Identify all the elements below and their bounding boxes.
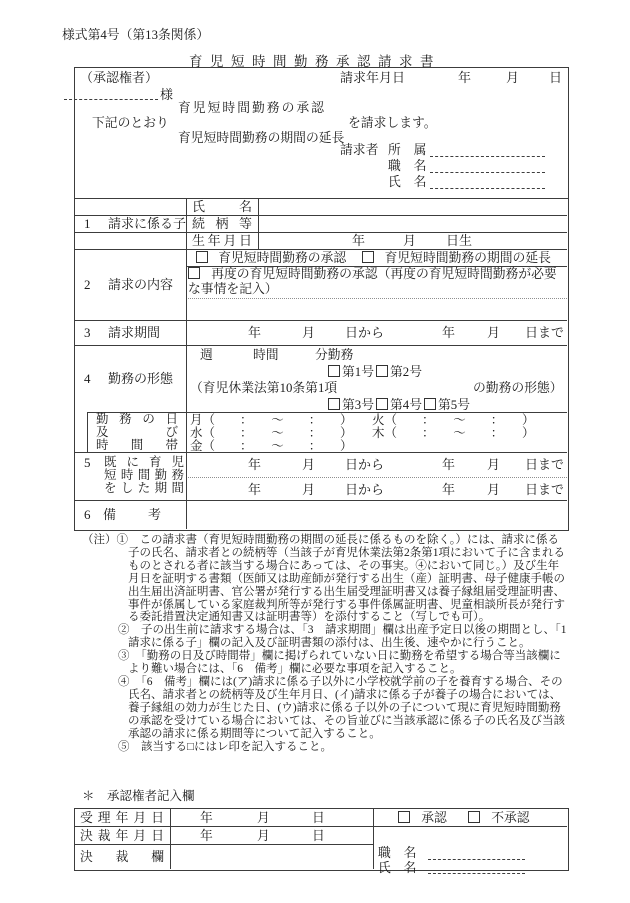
approver-entry-heading: ＊ 承認権者記入欄 — [82, 789, 195, 803]
note-item-1: （注）① この請求書（育児短時間勤務の期間の延長に係るものを除く。）には、請求に係る子の氏名、請求者との続柄等（当該子が育児休業法第2条第1項において子に含まれるものとされる者に該当する場合にあっては、その事実。④において同じ。）及び生年月日を証明する書類（医師又は助産師が発行する出生（産）証明書、母子健康手帳の出生届出済証明書、官公署が発行する出生届受理証明書又は養子縁組届受理証明書、事件が係属している家庭裁判所等が発行する事件係属証明書、児童相談所長が発行する委託措置決定通知書又は証明書等）を添付すること（写しでも可）。 — [82, 534, 565, 624]
prior-from-year-1: 年 — [248, 457, 262, 472]
option3-text: 再度の育児短時間勤務の承認（再度の育児短時間勤務が必要な事情を記入） — [188, 267, 557, 296]
received-date-label: 受 理 年 月 日 — [80, 811, 164, 825]
statement-suffix: を請求します。 — [348, 116, 437, 130]
prior-to-month-2: 月 — [487, 482, 501, 497]
slot-wednesday[interactable]: 水（ ： ～ ： ） — [190, 426, 353, 440]
position-fill-line[interactable] — [430, 172, 545, 173]
prior-to-day-2: 日まで — [525, 482, 565, 497]
schedule-box-left — [87, 412, 88, 452]
prior-from-year-2: 年 — [248, 482, 262, 497]
decision-position-label: 職 名 — [378, 846, 417, 860]
approval-choice-group — [398, 811, 530, 826]
checkbox-no3[interactable] — [328, 398, 340, 410]
child-relation-input-area[interactable] — [260, 216, 565, 231]
law-reference-open: （育児休業法第10条第1項 — [190, 381, 338, 395]
divider-line — [74, 844, 373, 845]
checkbox-extension[interactable] — [362, 251, 374, 263]
checkbox-no5[interactable] — [424, 398, 436, 410]
row6-label: 備 考 — [103, 507, 161, 522]
affiliation-label: 所 属 — [388, 143, 427, 157]
prior-from-month-2: 月 — [302, 482, 316, 497]
ruled-date-label: 決 裁 年 月 日 — [80, 829, 164, 843]
divider-line — [74, 249, 567, 250]
week-label: 週 — [200, 348, 213, 362]
child-name-input-area[interactable] — [260, 199, 565, 214]
option-extension-text: 育児短時間勤務の期間の延長 — [178, 131, 345, 145]
option3-block — [188, 267, 564, 297]
work-type-group-2 — [328, 398, 470, 413]
decision-column-label: 決 裁 欄 — [80, 850, 164, 864]
request-details-input-area[interactable] — [188, 300, 564, 319]
birth-year-label: 年 — [352, 233, 366, 248]
row1-label: 請求に係る子 — [108, 216, 187, 231]
slot-thursday[interactable]: 木（ ： ～ ： ） — [372, 426, 535, 440]
dotted-divider — [186, 477, 567, 478]
decision-input-area[interactable] — [172, 846, 371, 867]
schedule-label-line1: 勤 務 の 日 — [96, 412, 178, 426]
note-item-5: ⑤ 該当する□にはレ印を記入すること。 — [118, 740, 332, 753]
prior-to-month-1: 月 — [487, 457, 501, 472]
period-to-year: 年 — [442, 325, 456, 340]
row4-number: 4 — [84, 371, 91, 386]
position-label: 職 名 — [388, 159, 427, 173]
row2-label: 請求の内容 — [108, 277, 174, 292]
requester-label: 請求者 — [340, 143, 379, 157]
row5-label-line1: 既 に 育 児 — [104, 455, 184, 469]
divider-line — [74, 232, 567, 233]
no5-label: 第5号 — [438, 398, 470, 412]
decision-name-label: 氏 名 — [378, 861, 417, 875]
affiliation-fill-line[interactable] — [430, 156, 545, 157]
ruled-day: 日 — [312, 829, 325, 843]
period-from-day: 日から — [345, 325, 385, 340]
period-from-month: 月 — [302, 325, 316, 340]
row5-label-line2: 短時間勤務 — [104, 468, 184, 482]
note-item-2: ② 子の出生前に請求する場合は、「3 請求期間」欄は出産予定日以後の期間とし、「1 請求に係る子」欄の記入及び証明書類の添付は、出生後、速やかに行うこと。 — [118, 624, 578, 650]
divider-line — [74, 345, 567, 346]
row5-label-line3: をした期間 — [104, 481, 184, 495]
row2-number: 2 — [84, 277, 91, 292]
row6-number: 6 — [84, 507, 91, 522]
prior-from-day-1: 日から — [345, 457, 385, 472]
approver-label: （承認権者） — [80, 70, 159, 85]
statement-prefix: 下記のとおり — [92, 116, 169, 130]
request-date-label: 請求年月日 — [340, 70, 406, 85]
law-reference-close: の勤務の形態） — [473, 381, 563, 395]
request-date-month: 月 — [506, 70, 520, 85]
row3-label: 請求期間 — [108, 325, 161, 340]
row1-number: 1 — [84, 216, 91, 231]
divider-line — [74, 320, 567, 321]
name-label: 氏 名 — [388, 175, 427, 189]
minutes-label: 分勤務 — [315, 348, 354, 362]
prior-from-month-1: 月 — [302, 457, 316, 472]
dotted-divider — [186, 298, 567, 299]
option-approval-text: 育児短時間勤務の承認 — [178, 101, 326, 115]
received-year: 年 — [200, 811, 213, 825]
birth-day-label: 日生 — [446, 233, 473, 248]
checkbox-approve[interactable] — [398, 811, 410, 823]
decision-position-fill-line[interactable] — [428, 859, 525, 860]
name-fill-line[interactable] — [430, 188, 545, 189]
child-birth-label: 生年月日 — [192, 233, 252, 248]
option2-text: 育児短時間勤務の期間の延長 — [384, 251, 551, 265]
checkbox-re-approval[interactable] — [188, 267, 200, 279]
birth-month-label: 月 — [403, 233, 417, 248]
approve-label: 承認 — [421, 811, 447, 825]
note-item-3: ③ 「勤務の日及び時間帯」欄に掲げられていない日に勤務を希望する場合等当該欄により難い場合には、「6 備考」欄に必要な事項を記入すること。 — [118, 650, 561, 676]
prior-to-year-1: 年 — [442, 457, 456, 472]
checkbox-no4[interactable] — [376, 398, 388, 410]
ruled-year: 年 — [200, 829, 213, 843]
no3-label: 第3号 — [342, 398, 374, 412]
slot-tuesday[interactable]: 火（ ： ～ ： ） — [372, 413, 535, 427]
period-to-month: 月 — [487, 325, 501, 340]
checkbox-no1[interactable] — [328, 365, 340, 377]
work-type-group-1 — [328, 365, 422, 380]
row5-number: 5 — [84, 455, 91, 470]
label-column-divider — [186, 198, 187, 529]
child-relation-label: 続 柄 等 — [192, 216, 252, 231]
prior-to-day-1: 日まで — [525, 457, 565, 472]
row3-number: 3 — [84, 325, 91, 340]
received-month: 月 — [257, 811, 270, 825]
row4-label: 勤務の形態 — [108, 371, 174, 386]
divider-line — [74, 500, 567, 501]
sub-label-divider — [258, 198, 259, 249]
option1-text: 育児短時間勤務の承認 — [218, 251, 347, 265]
prior-from-day-2: 日から — [345, 482, 385, 497]
checkbox-disapprove[interactable] — [468, 811, 480, 823]
note-item-4: ④ 「6 備考」欄には(ア)請求に係る子以外に小学校就学前の子を養育する場合、その氏名、請求者との続柄等及び生年月日、(イ)請求に係る子が養子の場合においては、養子縁組の効力が生じた日、(ウ)請求に係る子以外の子について現に育児短時間勤務の承認を受けている場合においては、その旨並びに当該承認に係る子の氏名及び当該承認の請求に係る期間等について記入すること。 — [118, 675, 565, 740]
form-number: 様式第4号（第13条関係） — [62, 28, 210, 42]
notes-block — [82, 534, 578, 753]
page-title: 育児短時間勤務承認請求書 — [189, 54, 441, 69]
slot-friday[interactable]: 金（ ： ～ ： ） — [190, 439, 353, 453]
slot-monday[interactable]: 月（ ： ～ ： ） — [190, 413, 353, 427]
divider-line — [74, 826, 567, 827]
hours-label: 時間 — [253, 348, 279, 362]
remarks-input-area[interactable] — [190, 502, 564, 527]
no1-label: 第1号 — [342, 365, 374, 379]
addressee-fill-line[interactable] — [64, 99, 158, 100]
disapprove-label: 不承認 — [491, 811, 530, 825]
ruled-month: 月 — [257, 829, 270, 843]
decision-label-divider — [170, 808, 171, 869]
no2-label: 第2号 — [390, 365, 422, 379]
honorific-label: 様 — [160, 87, 174, 102]
decision-name-fill-line[interactable] — [428, 873, 525, 874]
period-from-year: 年 — [248, 325, 262, 340]
checkbox-approval[interactable] — [196, 251, 208, 263]
no4-label: 第4号 — [390, 398, 422, 412]
checkbox-no2[interactable] — [376, 365, 388, 377]
period-to-day: 日まで — [525, 325, 565, 340]
prior-to-year-2: 年 — [442, 482, 456, 497]
request-date-year: 年 — [458, 70, 472, 85]
decision-right-divider — [373, 808, 374, 869]
request-date-day: 日 — [549, 70, 563, 85]
schedule-label-line3: 時 間 帯 — [96, 438, 178, 452]
received-day: 日 — [312, 811, 325, 825]
child-name-label: 氏 名 — [192, 199, 252, 214]
schedule-label-line2: 及 び — [96, 425, 178, 439]
